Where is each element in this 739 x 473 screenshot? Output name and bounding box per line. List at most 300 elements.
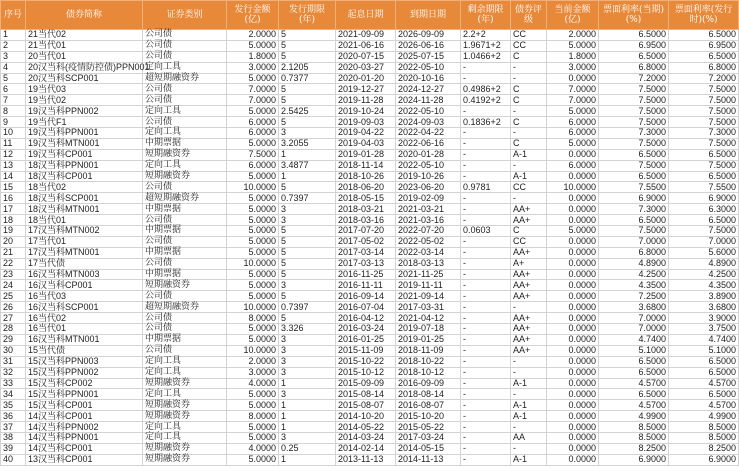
cell-remaining-term: -	[461, 62, 511, 73]
cell-issue-amount: 2.0000	[227, 356, 279, 367]
cell-issue-term: 3	[279, 345, 336, 356]
table-header	[1, 1, 739, 30]
cell-issue-amount: 5.0000	[227, 138, 279, 149]
cell-bond-name: 18汉当科PPN001	[26, 160, 143, 171]
cell-current-amount: 6.0000	[547, 160, 599, 171]
cell-current-amount: 5.0000	[547, 226, 599, 237]
cell-maturity-date: 2021-11-25	[396, 269, 461, 280]
cell-index: 12	[1, 149, 26, 160]
cell-index: 16	[1, 193, 26, 204]
cell-value-date: 2018-06-20	[336, 182, 396, 193]
cell-coupon-issue: 6.5000	[669, 389, 739, 400]
cell-remaining-term: -	[461, 454, 511, 465]
cell-value-date: 2016-07-04	[336, 302, 396, 313]
cell-current-amount: 0.0000	[547, 313, 599, 324]
cell-coupon-current: 4.8900	[599, 258, 669, 269]
cell-value-date: 2016-11-25	[336, 269, 396, 280]
cell-bond-name: 20当代01	[26, 51, 143, 62]
cell-remaining-term: 2.2+2	[461, 30, 511, 41]
cell-maturity-date: 2022-05-10	[396, 160, 461, 171]
cell-rating: A-1	[511, 411, 547, 422]
cell-bond-name: 20汉当科SCP001	[26, 73, 143, 84]
cell-bond-name: 15当代债	[26, 345, 143, 356]
cell-remaining-term: 0.4986+2	[461, 84, 511, 95]
cell-value-date: 2016-04-12	[336, 313, 396, 324]
cell-issue-term: 5	[279, 117, 336, 128]
cell-current-amount: 10.0000	[547, 182, 599, 193]
cell-index: 37	[1, 422, 26, 433]
cell-index: 15	[1, 182, 26, 193]
cell-issue-term: 5	[279, 51, 336, 62]
cell-current-amount: 0.0000	[547, 236, 599, 247]
cell-rating: CC	[511, 30, 547, 41]
cell-issue-amount: 5.0000	[227, 226, 279, 237]
cell-issue-amount: 5.0000	[227, 106, 279, 117]
cell-coupon-issue: 7.5000	[669, 84, 739, 95]
cell-rating: A-1	[511, 400, 547, 411]
table-row	[1, 236, 739, 247]
cell-category: 中期票据	[143, 138, 227, 149]
cell-coupon-current: 6.9000	[599, 193, 669, 204]
header-bond-name: 债券简称	[26, 1, 143, 30]
cell-coupon-issue: 6.5000	[669, 215, 739, 226]
cell-rating: -	[511, 62, 547, 73]
cell-issue-term: 1	[279, 171, 336, 182]
cell-issue-amount: 5.0000	[227, 454, 279, 465]
cell-issue-amount: 5.0000	[227, 389, 279, 400]
cell-current-amount: 0.0000	[547, 422, 599, 433]
cell-rating: -	[511, 106, 547, 117]
cell-remaining-term: 0.1836+2	[461, 117, 511, 128]
cell-issue-term: 0.7377	[279, 73, 336, 84]
table-row	[1, 345, 739, 356]
table-row	[1, 51, 739, 62]
cell-rating: C	[511, 117, 547, 128]
cell-current-amount: 0.0000	[547, 334, 599, 345]
cell-coupon-current: 7.5000	[599, 106, 669, 117]
table-row	[1, 84, 739, 95]
cell-index: 34	[1, 389, 26, 400]
cell-maturity-date: 2026-06-16	[396, 40, 461, 51]
cell-value-date: 2021-06-16	[336, 40, 396, 51]
cell-rating: C	[511, 138, 547, 149]
cell-issue-term: 5	[279, 182, 336, 193]
cell-current-amount: 0.0000	[547, 367, 599, 378]
cell-remaining-term: -	[461, 215, 511, 226]
cell-index: 25	[1, 291, 26, 302]
cell-bond-name: 15汉当科CP002	[26, 378, 143, 389]
cell-bond-name: 19汉当科PPN001	[26, 128, 143, 139]
table-row	[1, 389, 739, 400]
cell-remaining-term: -	[461, 236, 511, 247]
cell-coupon-current: 5.1000	[599, 345, 669, 356]
cell-bond-name: 20汉当科(疫情防控债)PPN001	[26, 62, 143, 73]
cell-issue-term: 5	[279, 269, 336, 280]
cell-bond-name: 17当代债	[26, 258, 143, 269]
table-row	[1, 313, 739, 324]
cell-maturity-date: 2019-07-18	[396, 324, 461, 335]
cell-index: 33	[1, 378, 26, 389]
cell-index: 2	[1, 40, 26, 51]
cell-current-amount: 0.0000	[547, 411, 599, 422]
table-row	[1, 40, 739, 51]
cell-coupon-current: 8.5000	[599, 422, 669, 433]
cell-issue-term: 5	[279, 30, 336, 41]
cell-bond-name: 13汉当科CP001	[26, 454, 143, 465]
cell-current-amount: 2.0000	[547, 30, 599, 41]
cell-coupon-issue: 6.9500	[669, 40, 739, 51]
cell-current-amount: 7.0000	[547, 84, 599, 95]
cell-rating: -	[511, 356, 547, 367]
table-row	[1, 138, 739, 149]
cell-current-amount: 7.0000	[547, 95, 599, 106]
cell-issue-amount: 8.0000	[227, 411, 279, 422]
cell-index: 11	[1, 138, 26, 149]
cell-maturity-date: 2023-06-20	[396, 182, 461, 193]
cell-maturity-date: 2024-09-03	[396, 117, 461, 128]
cell-rating: AA+	[511, 204, 547, 215]
table-row	[1, 128, 739, 139]
cell-issue-term: 0.7397	[279, 302, 336, 313]
cell-issue-amount: 5.0000	[227, 334, 279, 345]
cell-coupon-current: 7.0000	[599, 236, 669, 247]
cell-current-amount: 0.0000	[547, 324, 599, 335]
cell-category: 公司债	[143, 95, 227, 106]
cell-bond-name: 19汉当科CP001	[26, 149, 143, 160]
cell-coupon-issue: 6.5000	[669, 171, 739, 182]
cell-category: 短期融资券	[143, 443, 227, 454]
cell-issue-term: 5	[279, 247, 336, 258]
cell-category: 短期融资券	[143, 454, 227, 465]
cell-bond-name: 16汉当科CP001	[26, 280, 143, 291]
cell-coupon-issue: 7.5000	[669, 95, 739, 106]
table-row	[1, 400, 739, 411]
cell-current-amount: 5.0000	[547, 106, 599, 117]
cell-remaining-term: -	[461, 160, 511, 171]
cell-issue-term: 5	[279, 84, 336, 95]
cell-coupon-issue: 3.9000	[669, 313, 739, 324]
cell-coupon-issue: 3.8900	[669, 291, 739, 302]
cell-issue-term: 3	[279, 128, 336, 139]
cell-index: 24	[1, 280, 26, 291]
cell-maturity-date: 2016-09-09	[396, 378, 461, 389]
cell-coupon-current: 6.5000	[599, 367, 669, 378]
cell-value-date: 2017-07-20	[336, 226, 396, 237]
cell-category: 公司债	[143, 40, 227, 51]
cell-issue-amount: 7.0000	[227, 84, 279, 95]
cell-issue-amount: 5.0000	[227, 247, 279, 258]
cell-value-date: 2015-10-12	[336, 367, 396, 378]
table-row	[1, 215, 739, 226]
cell-index: 27	[1, 313, 26, 324]
cell-maturity-date: 2022-05-02	[396, 236, 461, 247]
cell-index: 21	[1, 247, 26, 258]
cell-rating: CC	[511, 236, 547, 247]
cell-value-date: 2017-03-14	[336, 247, 396, 258]
cell-value-date: 2019-12-27	[336, 84, 396, 95]
cell-issue-amount: 6.0000	[227, 117, 279, 128]
cell-maturity-date: 2017-03-31	[396, 302, 461, 313]
cell-category: 短期融资券	[143, 280, 227, 291]
cell-coupon-issue: 6.5000	[669, 149, 739, 160]
cell-category: 超短期融资券	[143, 73, 227, 84]
cell-current-amount: 0.0000	[547, 269, 599, 280]
cell-rating: AA+	[511, 313, 547, 324]
cell-bond-name: 15汉当科PPN001	[26, 389, 143, 400]
cell-category: 短期融资券	[143, 411, 227, 422]
cell-remaining-term: 0.9781	[461, 182, 511, 193]
cell-remaining-term: -	[461, 389, 511, 400]
cell-issue-term: 5	[279, 40, 336, 51]
cell-issue-amount: 5.0000	[227, 236, 279, 247]
cell-index: 6	[1, 84, 26, 95]
cell-bond-name: 17汉当科MTN002	[26, 226, 143, 237]
cell-coupon-issue: 6.9000	[669, 193, 739, 204]
cell-issue-amount: 5.0000	[227, 215, 279, 226]
cell-index: 9	[1, 117, 26, 128]
cell-index: 17	[1, 204, 26, 215]
cell-bond-name: 15汉当科CP001	[26, 400, 143, 411]
cell-issue-term: 5	[279, 236, 336, 247]
cell-remaining-term: -	[461, 422, 511, 433]
table-row	[1, 269, 739, 280]
cell-category: 公司债	[143, 291, 227, 302]
cell-rating: AA+	[511, 291, 547, 302]
cell-coupon-issue: 7.5000	[669, 160, 739, 171]
cell-coupon-current: 7.5000	[599, 84, 669, 95]
cell-remaining-term: -	[461, 106, 511, 117]
cell-rating: C	[511, 84, 547, 95]
cell-bond-name: 17当代01	[26, 236, 143, 247]
cell-coupon-current: 7.5000	[599, 95, 669, 106]
cell-category: 超短期融资券	[143, 193, 227, 204]
table-row	[1, 324, 739, 335]
cell-issue-term: 5	[279, 313, 336, 324]
cell-remaining-term: -	[461, 302, 511, 313]
table-row	[1, 193, 739, 204]
cell-bond-name: 16汉当科MTN003	[26, 269, 143, 280]
cell-issue-term: 0.25	[279, 443, 336, 454]
cell-category: 公司债	[143, 117, 227, 128]
cell-category: 定向工具	[143, 128, 227, 139]
cell-value-date: 2015-09-09	[336, 378, 396, 389]
header-category: 证券类别	[143, 1, 227, 30]
cell-coupon-issue: 4.5700	[669, 378, 739, 389]
cell-category: 公司债	[143, 324, 227, 335]
header-current-amount: 当前金额(亿)	[547, 1, 599, 30]
cell-rating: AA+	[511, 345, 547, 356]
cell-current-amount: 6.0000	[547, 128, 599, 139]
table-row	[1, 226, 739, 237]
cell-current-amount: 5.0000	[547, 138, 599, 149]
cell-value-date: 2019-04-22	[336, 128, 396, 139]
cell-issue-term: 2.1205	[279, 62, 336, 73]
table-row	[1, 171, 739, 182]
cell-remaining-term: -	[461, 73, 511, 84]
cell-maturity-date: 2019-11-11	[396, 280, 461, 291]
cell-category: 定向工具	[143, 432, 227, 443]
cell-issue-amount: 1.8000	[227, 51, 279, 62]
cell-coupon-current: 6.5000	[599, 51, 669, 62]
cell-rating: -	[511, 193, 547, 204]
cell-coupon-issue: 4.7400	[669, 334, 739, 345]
cell-index: 40	[1, 454, 26, 465]
table-row	[1, 334, 739, 345]
cell-value-date: 2019-11-28	[336, 95, 396, 106]
cell-index: 26	[1, 302, 26, 313]
table-row	[1, 280, 739, 291]
cell-maturity-date: 2015-05-22	[396, 422, 461, 433]
cell-coupon-current: 4.7400	[599, 334, 669, 345]
cell-coupon-issue: 4.2500	[669, 269, 739, 280]
cell-remaining-term: 0.0603	[461, 226, 511, 237]
cell-maturity-date: 2024-12-27	[396, 84, 461, 95]
cell-value-date: 2019-04-03	[336, 138, 396, 149]
cell-issue-term: 1	[279, 378, 336, 389]
cell-maturity-date: 2022-03-14	[396, 247, 461, 258]
cell-current-amount: 0.0000	[547, 389, 599, 400]
cell-index: 1	[1, 30, 26, 41]
cell-value-date: 2020-07-15	[336, 51, 396, 62]
cell-category: 短期融资券	[143, 149, 227, 160]
table-row	[1, 204, 739, 215]
cell-issue-amount: 10.0000	[227, 345, 279, 356]
cell-coupon-issue: 4.9900	[669, 411, 739, 422]
header-coupon-current: 票面利率(当期)(%)	[599, 1, 669, 30]
cell-remaining-term: -	[461, 432, 511, 443]
cell-coupon-current: 7.5000	[599, 117, 669, 128]
cell-bond-name: 16汉当科SCP001	[26, 302, 143, 313]
cell-issue-amount: 10.0000	[227, 182, 279, 193]
cell-rating: A-1	[511, 171, 547, 182]
cell-issue-amount: 5.0000	[227, 40, 279, 51]
cell-coupon-current: 4.5700	[599, 378, 669, 389]
cell-current-amount: 0.0000	[547, 73, 599, 84]
cell-current-amount: 0.0000	[547, 443, 599, 454]
cell-value-date: 2018-10-26	[336, 171, 396, 182]
cell-category: 公司债	[143, 182, 227, 193]
table-row	[1, 378, 739, 389]
cell-bond-name: 16当代03	[26, 291, 143, 302]
cell-rating: AA+	[511, 324, 547, 335]
cell-category: 定向工具	[143, 160, 227, 171]
cell-bond-name: 19汉当科PPN002	[26, 106, 143, 117]
cell-issue-amount: 5.0000	[227, 193, 279, 204]
cell-issue-term: 3	[279, 204, 336, 215]
cell-remaining-term: -	[461, 378, 511, 389]
cell-coupon-current: 6.5000	[599, 215, 669, 226]
cell-issue-amount: 5.0000	[227, 171, 279, 182]
cell-current-amount: 0.0000	[547, 432, 599, 443]
cell-maturity-date: 2022-05-10	[396, 106, 461, 117]
cell-coupon-issue: 7.5000	[669, 106, 739, 117]
table-row	[1, 95, 739, 106]
table-row	[1, 302, 739, 313]
cell-issue-amount: 5.0000	[227, 291, 279, 302]
cell-index: 13	[1, 160, 26, 171]
cell-index: 18	[1, 215, 26, 226]
cell-value-date: 2015-10-22	[336, 356, 396, 367]
cell-coupon-issue: 6.3000	[669, 204, 739, 215]
cell-bond-name: 15汉当科PPN002	[26, 367, 143, 378]
header-remaining-term: 剩余期限(年)	[461, 1, 511, 30]
cell-coupon-issue: 7.2000	[669, 73, 739, 84]
cell-issue-term: 5	[279, 226, 336, 237]
cell-category: 定向工具	[143, 62, 227, 73]
table-row	[1, 30, 739, 41]
cell-bond-name: 18汉当科MTN001	[26, 204, 143, 215]
cell-bond-name: 19当代02	[26, 95, 143, 106]
cell-category: 中期票据	[143, 334, 227, 345]
cell-index: 10	[1, 128, 26, 139]
cell-maturity-date: 2018-10-22	[396, 356, 461, 367]
cell-coupon-issue: 4.3500	[669, 280, 739, 291]
cell-coupon-current: 7.5500	[599, 182, 669, 193]
cell-remaining-term: -	[461, 193, 511, 204]
cell-coupon-current: 4.5700	[599, 400, 669, 411]
table-row	[1, 73, 739, 84]
cell-current-amount: 0.0000	[547, 204, 599, 215]
cell-rating: CC	[511, 40, 547, 51]
cell-coupon-issue: 7.5000	[669, 226, 739, 237]
cell-coupon-current: 7.3000	[599, 204, 669, 215]
cell-index: 20	[1, 236, 26, 247]
cell-coupon-current: 6.9000	[599, 454, 669, 465]
cell-category: 定向工具	[143, 367, 227, 378]
cell-issue-term: 5	[279, 258, 336, 269]
cell-remaining-term: 1.9671+2	[461, 40, 511, 51]
cell-remaining-term: -	[461, 138, 511, 149]
cell-current-amount: 0.0000	[547, 193, 599, 204]
cell-coupon-current: 6.5000	[599, 149, 669, 160]
cell-maturity-date: 2020-10-16	[396, 73, 461, 84]
cell-current-amount: 0.0000	[547, 215, 599, 226]
header-maturity-date: 到期日期	[396, 1, 461, 30]
cell-issue-term: 3	[279, 334, 336, 345]
cell-rating: -	[511, 389, 547, 400]
table-row	[1, 432, 739, 443]
cell-current-amount: 0.0000	[547, 291, 599, 302]
cell-issue-amount: 10.0000	[227, 258, 279, 269]
cell-value-date: 2014-03-24	[336, 432, 396, 443]
cell-value-date: 2015-11-09	[336, 345, 396, 356]
cell-maturity-date: 2022-06-16	[396, 138, 461, 149]
cell-current-amount: 1.8000	[547, 51, 599, 62]
table-row	[1, 62, 739, 73]
cell-value-date: 2018-03-16	[336, 215, 396, 226]
cell-index: 14	[1, 171, 26, 182]
cell-rating: CC	[511, 182, 547, 193]
cell-remaining-term: -	[461, 411, 511, 422]
cell-value-date: 2014-10-20	[336, 411, 396, 422]
cell-value-date: 2014-05-22	[336, 422, 396, 433]
cell-category: 短期融资券	[143, 171, 227, 182]
cell-coupon-current: 8.2500	[599, 443, 669, 454]
cell-rating: AA+	[511, 334, 547, 345]
cell-issue-term: 3	[279, 389, 336, 400]
cell-remaining-term: -	[461, 324, 511, 335]
cell-value-date: 2015-08-14	[336, 389, 396, 400]
cell-index: 32	[1, 367, 26, 378]
cell-rating: AA+	[511, 269, 547, 280]
cell-coupon-issue: 6.5000	[669, 30, 739, 41]
cell-issue-term: 1	[279, 411, 336, 422]
table-row	[1, 411, 739, 422]
cell-bond-name: 16当代01	[26, 324, 143, 335]
cell-rating: A-1	[511, 454, 547, 465]
cell-current-amount: 0.0000	[547, 378, 599, 389]
cell-category: 短期融资券	[143, 378, 227, 389]
